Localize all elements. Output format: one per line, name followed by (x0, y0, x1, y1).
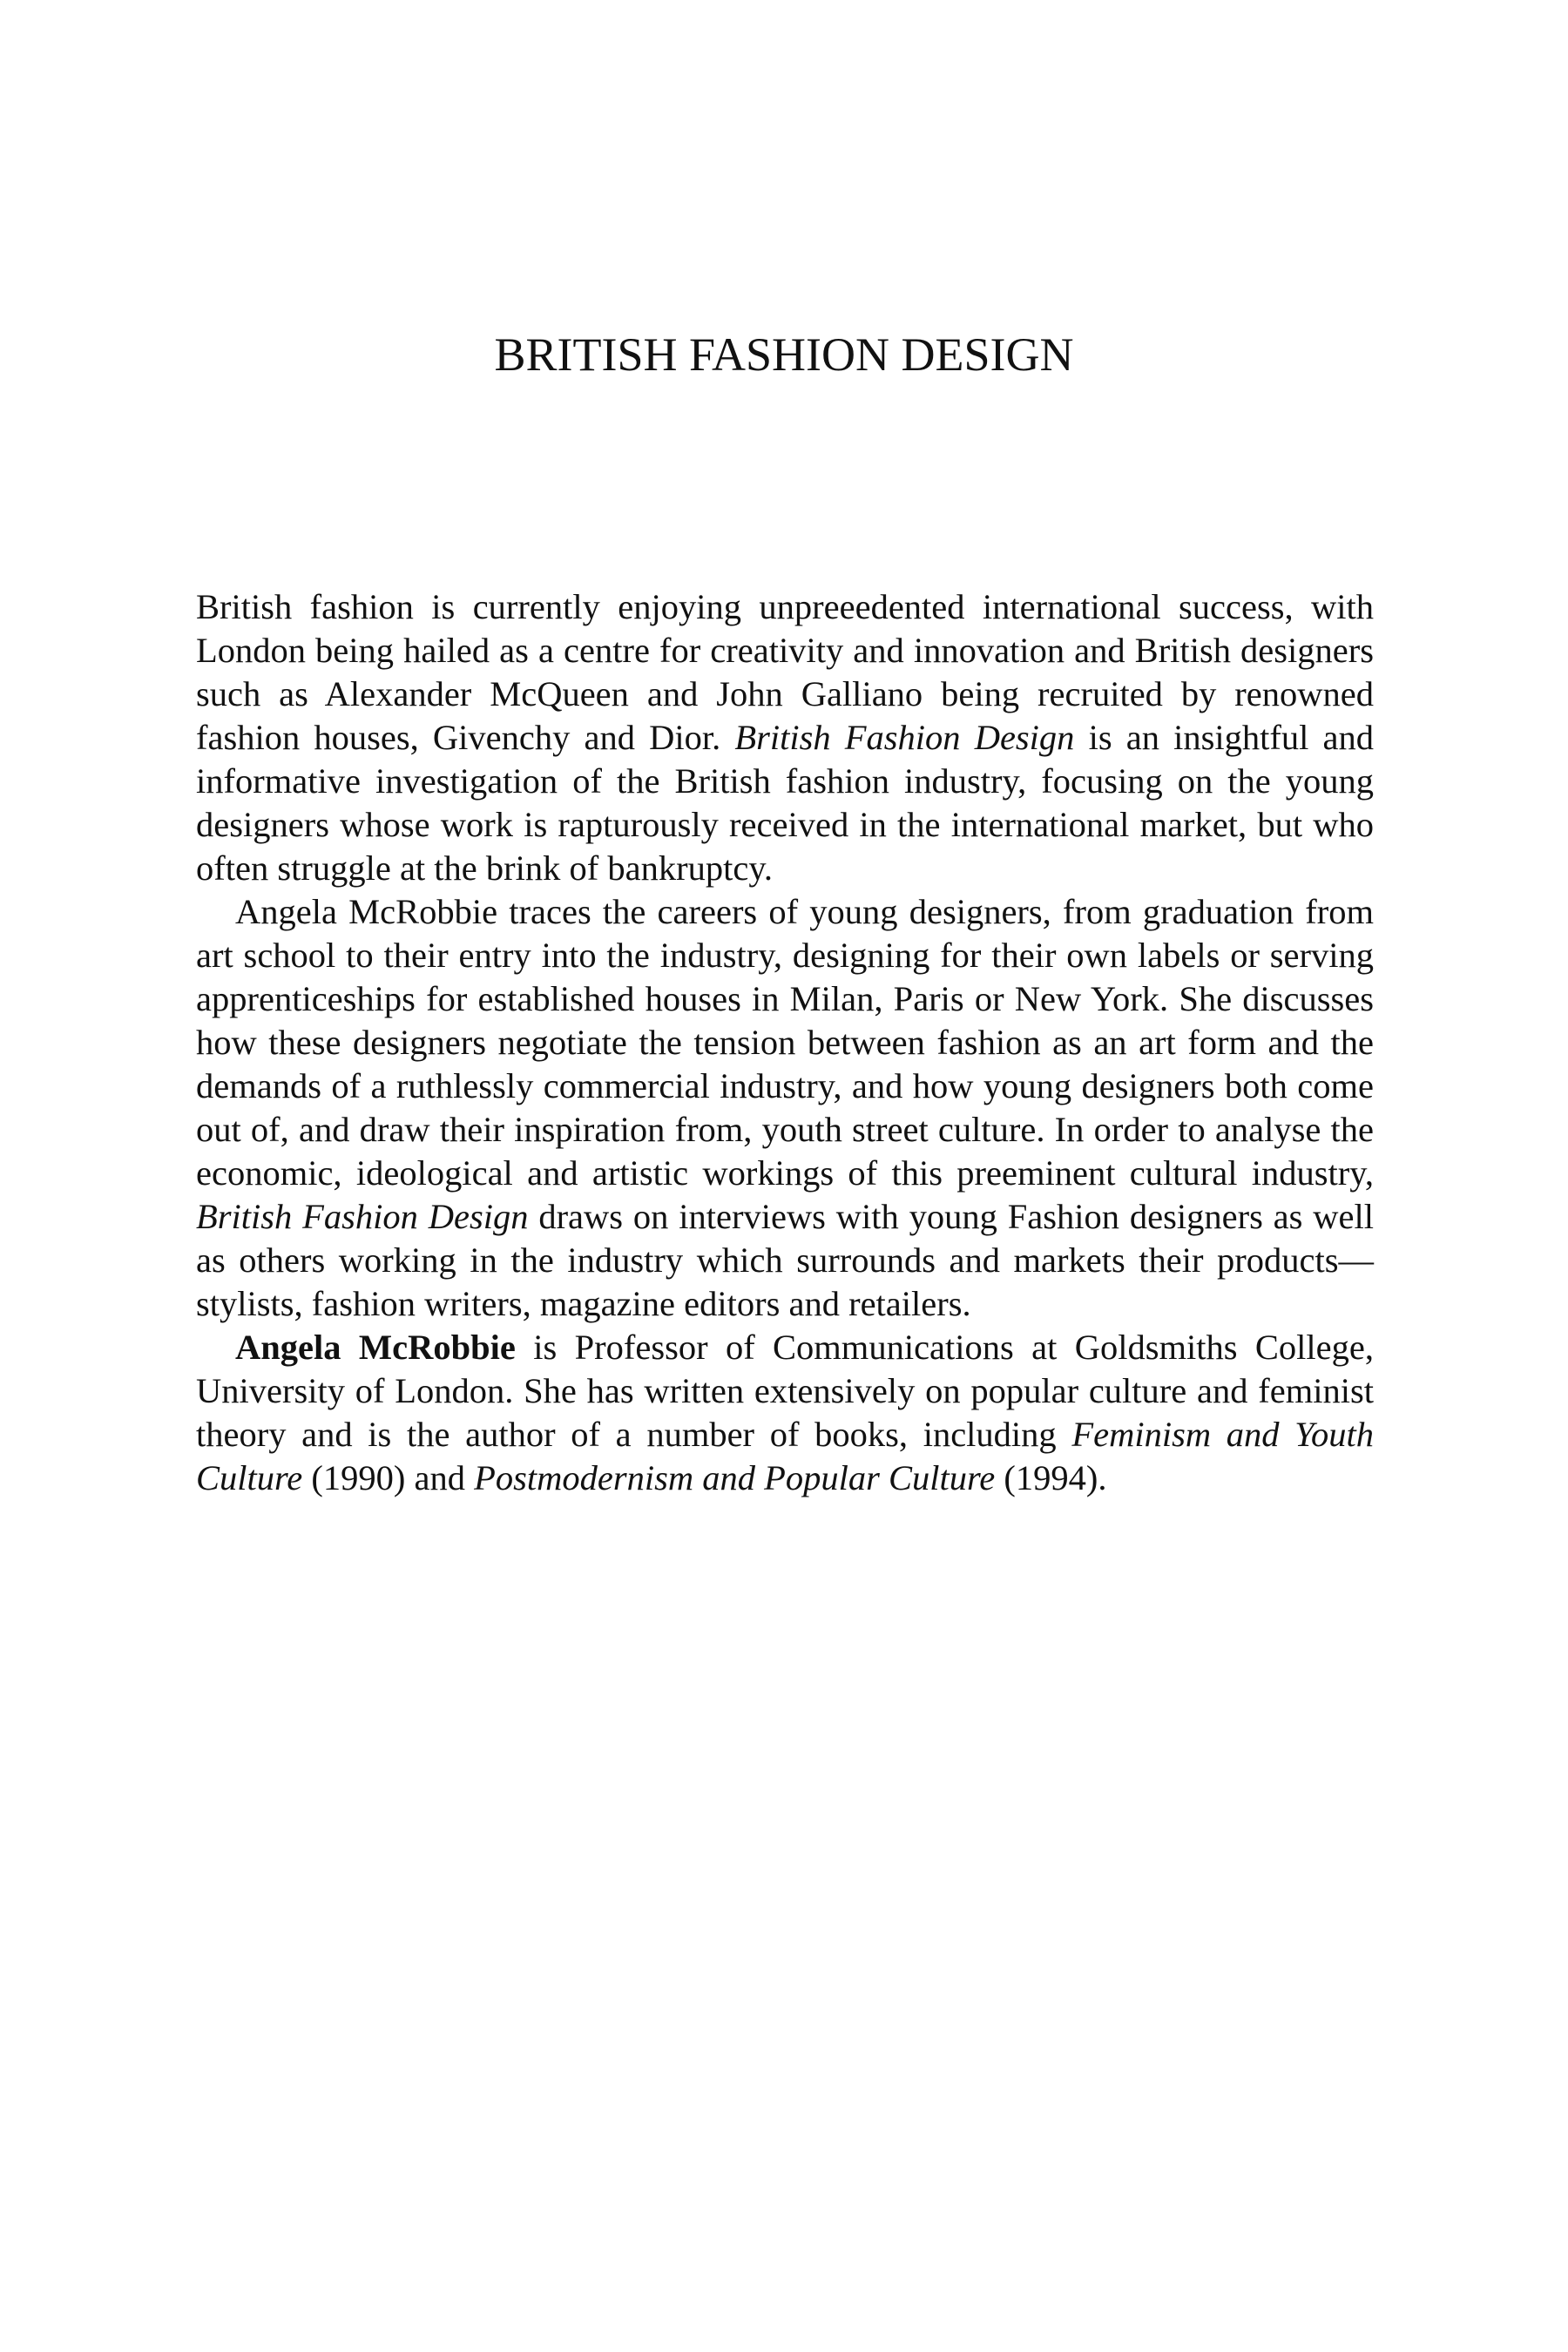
paragraph-author-bio (196, 1326, 1374, 1500)
blurb-text (196, 585, 1374, 1500)
paragraph-intro-text-2: is an insightful and informative investigation of the British fashion industry, focusing on the young designers whose work is rapturously received in the international market, but who often struggle at the brink of bankruptcy. (196, 718, 1374, 888)
book-feminism-youth-culture: Feminism and Youth Culture (196, 1415, 1374, 1497)
paragraph-intro-text-1: British fashion is currently enjoying unpreeedented international success, with London being hailed as a centre for creativity and innovation and British designers such as Alexander McQueen and John Galliano being recruited by renowned fashion houses, Givenchy and Dior. (196, 587, 1374, 757)
author-bio-text-3: (1994). (995, 1458, 1107, 1497)
page-title: BRITISH FASHION DESIGN (494, 328, 1074, 381)
book-title-italic: British Fashion Design (196, 1197, 529, 1236)
author-name: Angela McRobbie (235, 1328, 516, 1367)
book-postmodernism-popular-culture: Postmodernism and Popular Culture (474, 1458, 996, 1497)
paragraph-careers (196, 890, 1374, 1326)
author-bio-text-1: is Professor of Communications at Goldsmiths College, University of London. She has written extensively on popular culture and feminist theory and is the author of a number of books, including (196, 1328, 1374, 1454)
paragraph-careers-text-1: Angela McRobbie traces the careers of young designers, from graduation from art school to their entry into the industry, designing for their own labels or serving apprenticeships for established houses in Milan, Paris or New York. She discusses how these designers negotiate the tension between fashion as an art form and the demands of a ruthlessly commercial industry, and how young designers both come out of, and draw their inspiration from, youth street culture. In order to analyse the economic, ideological and artistic workings of this preeminent cultural industry, (196, 892, 1374, 1193)
paragraph-intro (196, 585, 1374, 890)
paragraph-careers-text-2: draws on interviews with young Fashion designers as well as others working in the industry which surrounds and markets their products—stylists, fashion writers, magazine editors and retailers. (196, 1197, 1374, 1323)
author-bio-text-2: (1990) and (302, 1458, 475, 1497)
book-title-italic: British Fashion Design (734, 718, 1075, 757)
